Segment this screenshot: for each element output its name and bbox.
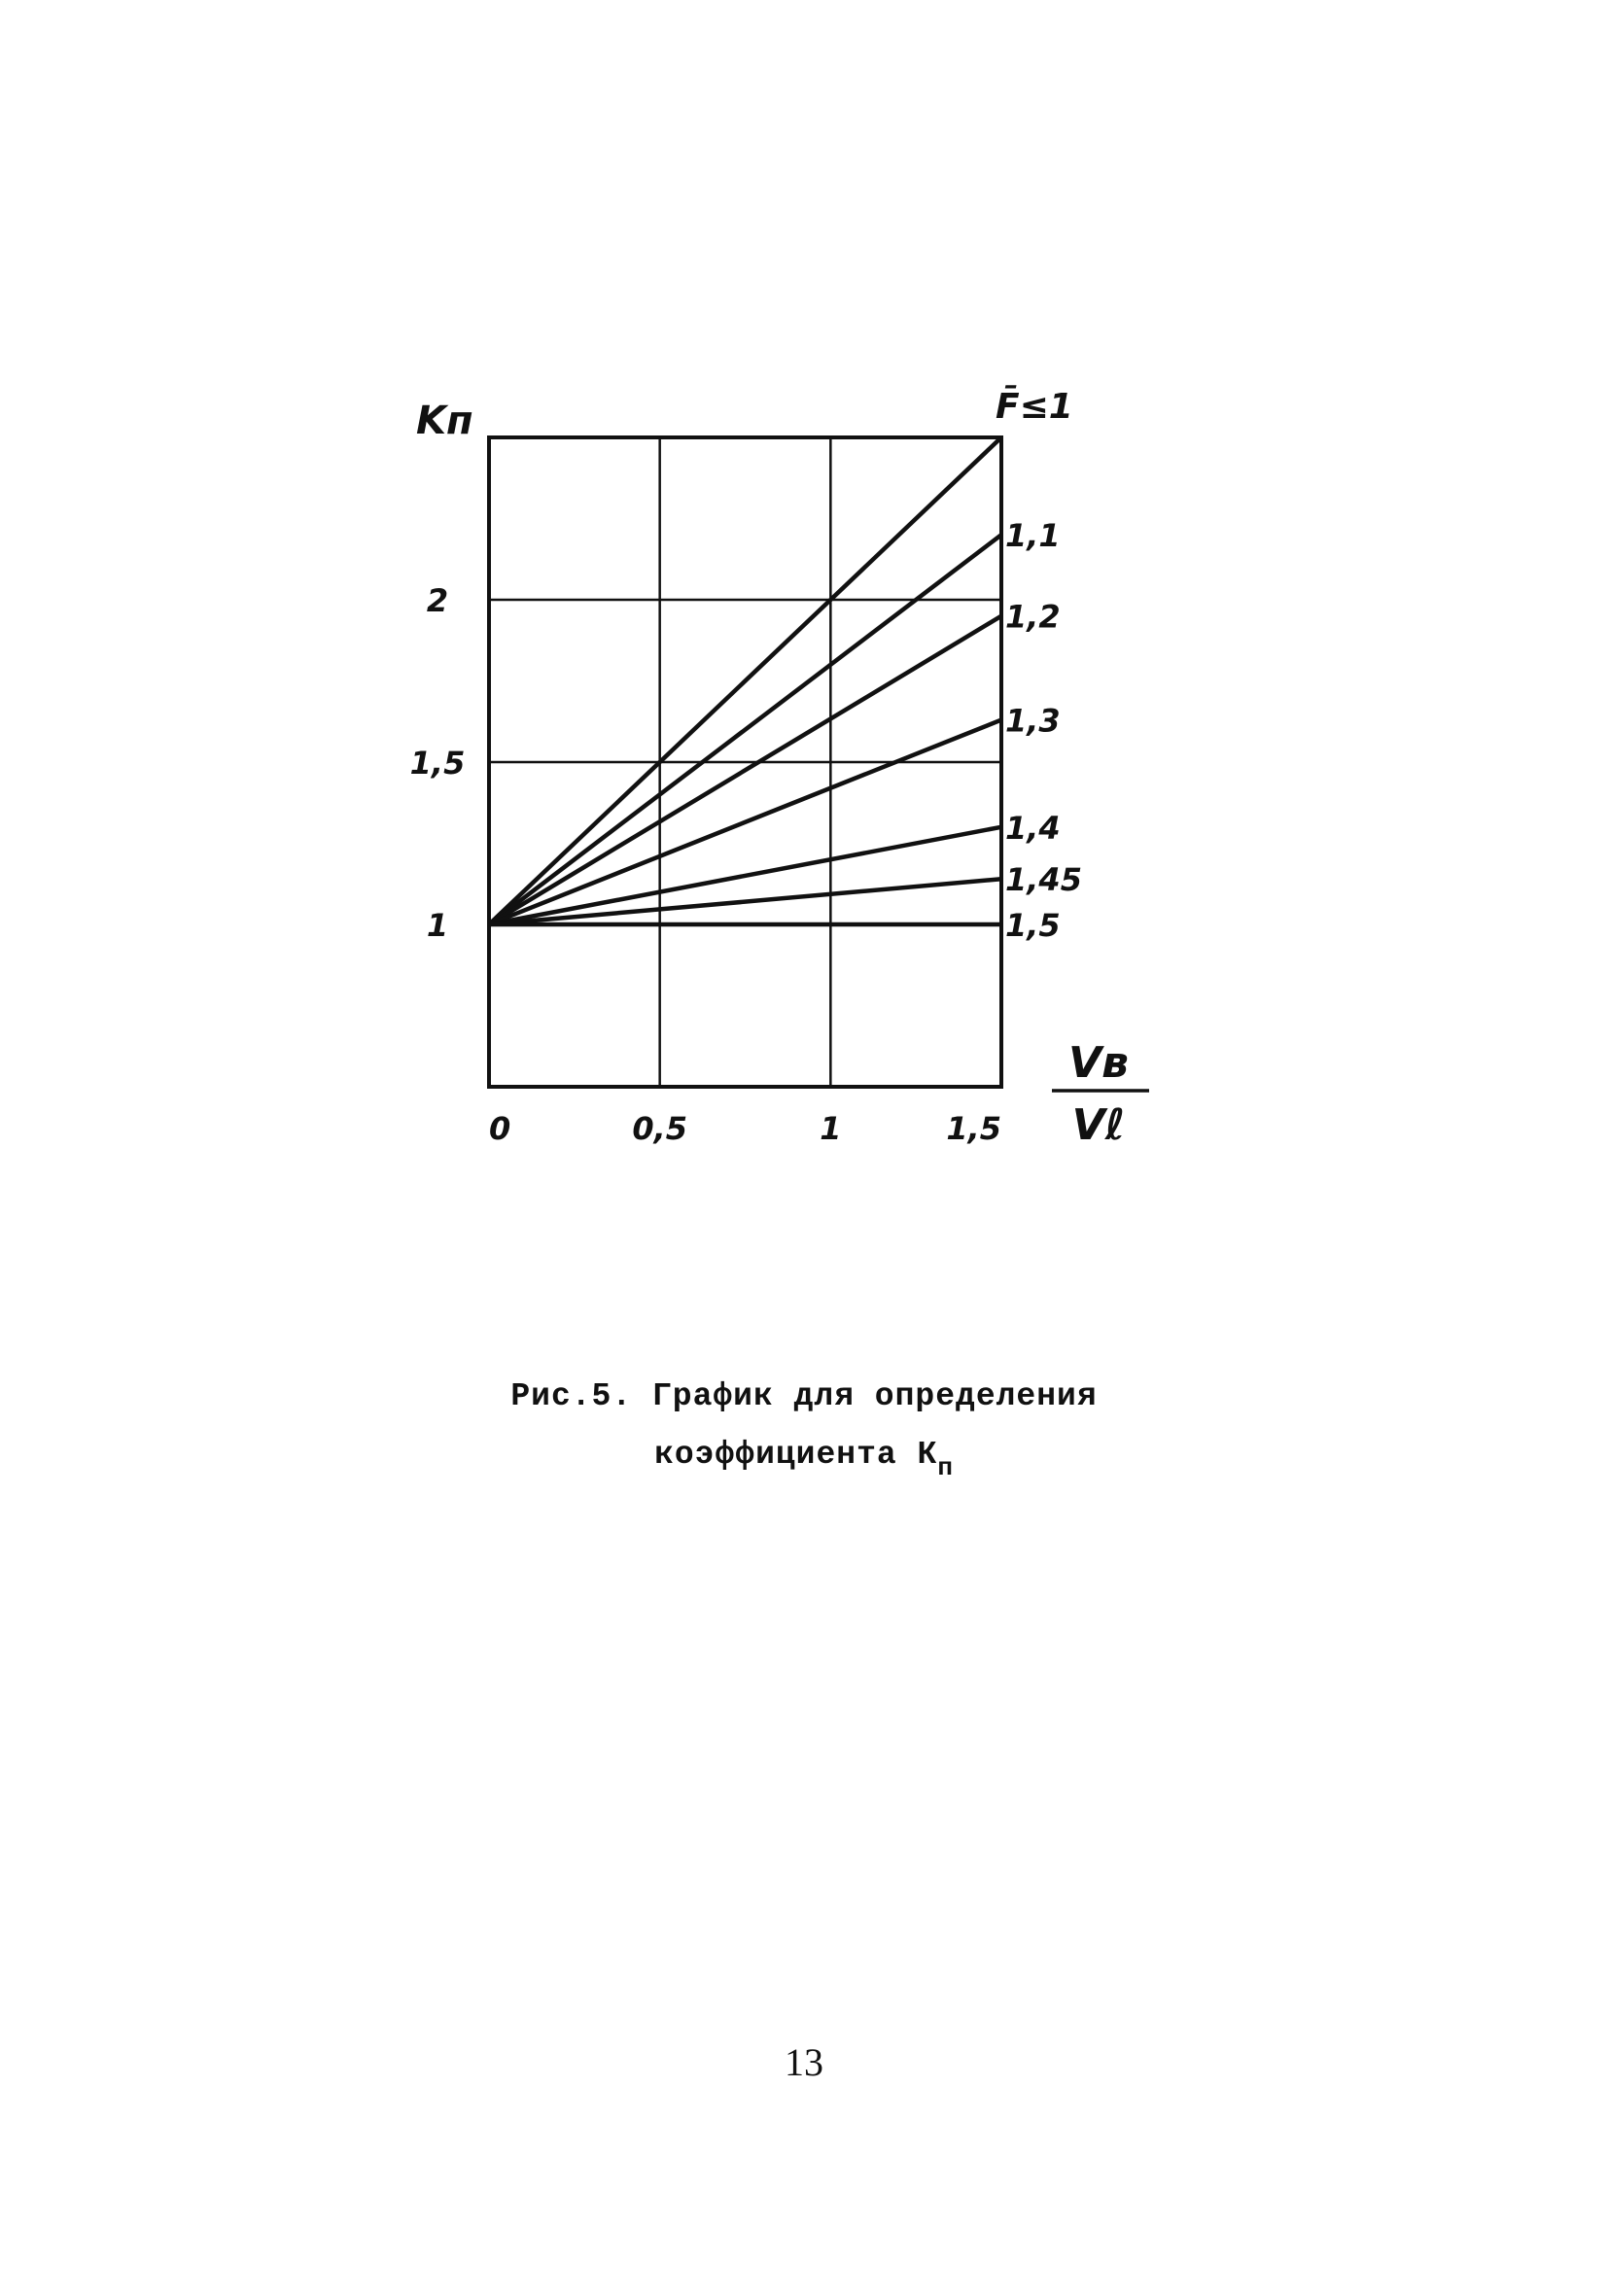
series-label: 1,5 (1005, 907, 1061, 944)
labels (410, 384, 1149, 1150)
x-tick-label: 1,5 (946, 1110, 1001, 1147)
y-tick-label: 1 (426, 907, 449, 944)
x-axis-title-denominator: Vℓ (1071, 1100, 1126, 1150)
figure-caption-subscript: п (937, 1453, 954, 1482)
grid-lines (489, 437, 1001, 1087)
series-label: 1,2 (1005, 598, 1061, 636)
page-number: 13 (785, 2040, 823, 2084)
series-line (489, 616, 1001, 924)
series-line (489, 879, 1001, 924)
y-tick-label: 1,5 (409, 745, 466, 782)
series-label: 1,45 (1005, 861, 1082, 899)
series-line (489, 720, 1001, 924)
series-label: 1,3 (1005, 702, 1061, 740)
x-tick-label: 1 (820, 1110, 842, 1147)
series-line (489, 437, 1001, 924)
series-lines (489, 437, 1001, 924)
series-label: F̄≤1 (996, 387, 1073, 427)
series-label: 1,1 (1005, 517, 1061, 555)
y-tick-label: 2 (426, 582, 449, 619)
figure-caption-line1: Рис.5. График для определения (510, 1378, 1098, 1414)
figure-caption-line2 (0, 1437, 1608, 1482)
series-label: 1,4 (1005, 809, 1061, 847)
x-tick-label: 0,5 (632, 1110, 688, 1147)
x-tick-label: 0 (489, 1110, 511, 1147)
x-axis-title-numerator: Vв (1068, 1038, 1129, 1088)
figure-caption-text: коэффициента К (654, 1437, 938, 1473)
y-axis-title: Kп (416, 399, 473, 443)
series-line (489, 535, 1001, 924)
